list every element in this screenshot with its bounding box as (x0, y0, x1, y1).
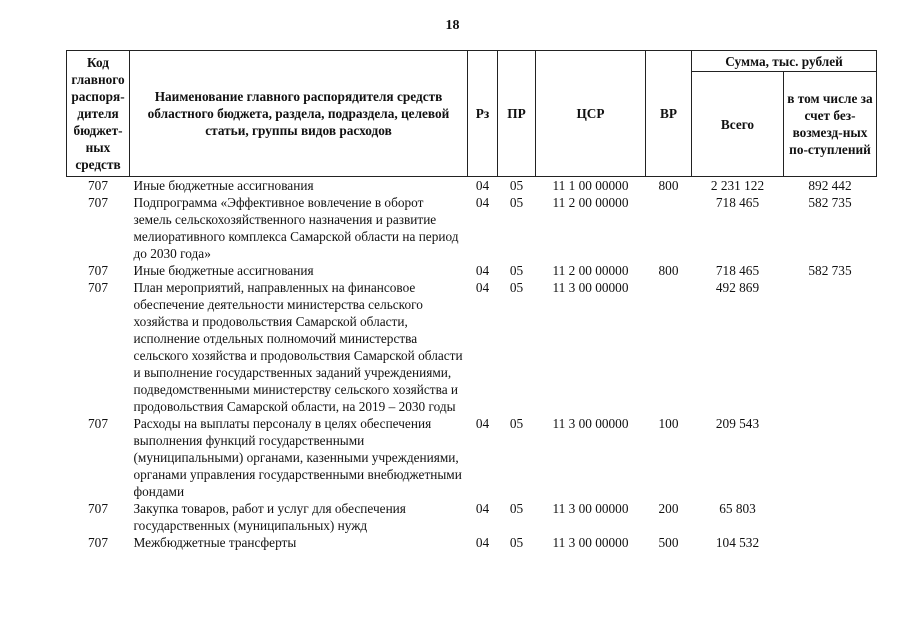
cell-code: 707 (88, 416, 108, 431)
cell-total: 718 465 (715, 195, 760, 210)
cell-incl (784, 415, 877, 500)
cell-code: 707 (88, 263, 108, 278)
cell-total: 65 803 (719, 501, 756, 516)
cell-incl: 582 735 (808, 195, 852, 210)
cell-pr: 05 (509, 501, 524, 516)
cell-vr: 500 (658, 535, 679, 550)
header-code: Код главного распоря-дителя бюджет-ных средств (67, 51, 130, 177)
cell-name: Иные бюджетные ассигнования (133, 263, 314, 278)
cell-csr: 11 3 00 00000 (552, 501, 629, 516)
cell-vr: 100 (658, 416, 679, 431)
cell-pr: 05 (509, 263, 524, 278)
cell-name: Расходы на выплаты персоналу в целях обеспечения выполнения функций государственными (муниципальными) органами, казенными учреждениями, органами управления государственными внебюджетными фондами (133, 416, 462, 499)
cell-total: 2 231 122 (710, 178, 765, 193)
cell-csr: 11 2 00 00000 (552, 263, 629, 278)
cell-csr: 11 3 00 00000 (552, 416, 629, 431)
cell-rz: 04 (475, 178, 490, 193)
cell-vr (646, 279, 692, 415)
cell-name: Подпрограмма «Эффективное вовлечение в оборот земель сельскохозяйственного назначения и развитие мелиоративного комплекса Самарской области на период до 2030 года» (133, 195, 459, 261)
table-row (67, 177, 877, 195)
cell-name: Межбюджетные трансферты (133, 535, 297, 550)
cell-csr: 11 3 00 00000 (552, 280, 629, 295)
cell-vr: 200 (658, 501, 679, 516)
cell-vr: 800 (658, 263, 679, 278)
cell-total: 492 869 (715, 280, 760, 295)
cell-pr: 05 (509, 416, 524, 431)
table-row (67, 534, 877, 551)
header-name: Наименование главного распорядителя средств областного бюджета, раздела, подраздела, целевой статьи, группы видов расходов (130, 51, 468, 177)
table-row (67, 262, 877, 279)
cell-incl: 582 735 (808, 263, 852, 278)
cell-total: 209 543 (715, 416, 760, 431)
cell-rz: 04 (475, 535, 490, 550)
table-row (67, 194, 877, 262)
cell-rz: 04 (475, 280, 490, 295)
cell-rz: 04 (475, 501, 490, 516)
table-body (67, 177, 877, 552)
cell-total: 718 465 (715, 263, 760, 278)
cell-pr: 05 (509, 195, 524, 210)
cell-rz: 04 (475, 195, 490, 210)
cell-pr: 05 (509, 280, 524, 295)
cell-incl (784, 534, 877, 551)
cell-csr: 11 1 00 00000 (552, 178, 629, 193)
cell-incl (784, 500, 877, 534)
cell-vr (646, 194, 692, 262)
cell-rz: 04 (475, 416, 490, 431)
cell-csr: 11 3 00 00000 (552, 535, 629, 550)
cell-name: Иные бюджетные ассигнования (133, 178, 314, 193)
cell-code: 707 (88, 501, 108, 516)
header-pr: ПР (498, 51, 536, 177)
header-total: Всего (692, 72, 784, 177)
cell-code: 707 (88, 195, 108, 210)
table-row (67, 500, 877, 534)
header-incl: в том числе за счет без-возмезд-ных по-ступлений (784, 72, 877, 177)
cell-pr: 05 (509, 535, 524, 550)
cell-name: Закупка товаров, работ и услуг для обеспечения государственных (муниципальных) нужд (133, 501, 406, 533)
page-number: 18 (445, 18, 460, 33)
budget-table (66, 50, 877, 551)
cell-code: 707 (88, 280, 108, 295)
cell-incl: 892 442 (808, 178, 852, 193)
header-rz: Рз (468, 51, 498, 177)
cell-incl (784, 279, 877, 415)
cell-rz: 04 (475, 263, 490, 278)
table-row (67, 415, 877, 500)
cell-vr: 800 (658, 178, 679, 193)
header-sum-group: Сумма, тыс. рублей (692, 51, 877, 72)
cell-pr: 05 (509, 178, 524, 193)
table-header (67, 51, 877, 177)
cell-code: 707 (88, 535, 108, 550)
cell-code: 707 (88, 178, 108, 193)
header-vr: ВР (646, 51, 692, 177)
cell-name: План мероприятий, направленных на финансовое обеспечение деятельности министерства сельского хозяйства и продовольствия Самарской области, исполнение отдельных полномочий министерства сельского хозяйства и продовольствия Самарской области и выполнение государственных заданий учреждениями, подведомственными министерству сельского хозяйства и продовольствия Самарской области, на 2019 – 2030 годы (133, 280, 463, 414)
table-row (67, 279, 877, 415)
cell-total: 104 532 (715, 535, 760, 550)
cell-csr: 11 2 00 00000 (552, 195, 629, 210)
header-csr: ЦСР (536, 51, 646, 177)
